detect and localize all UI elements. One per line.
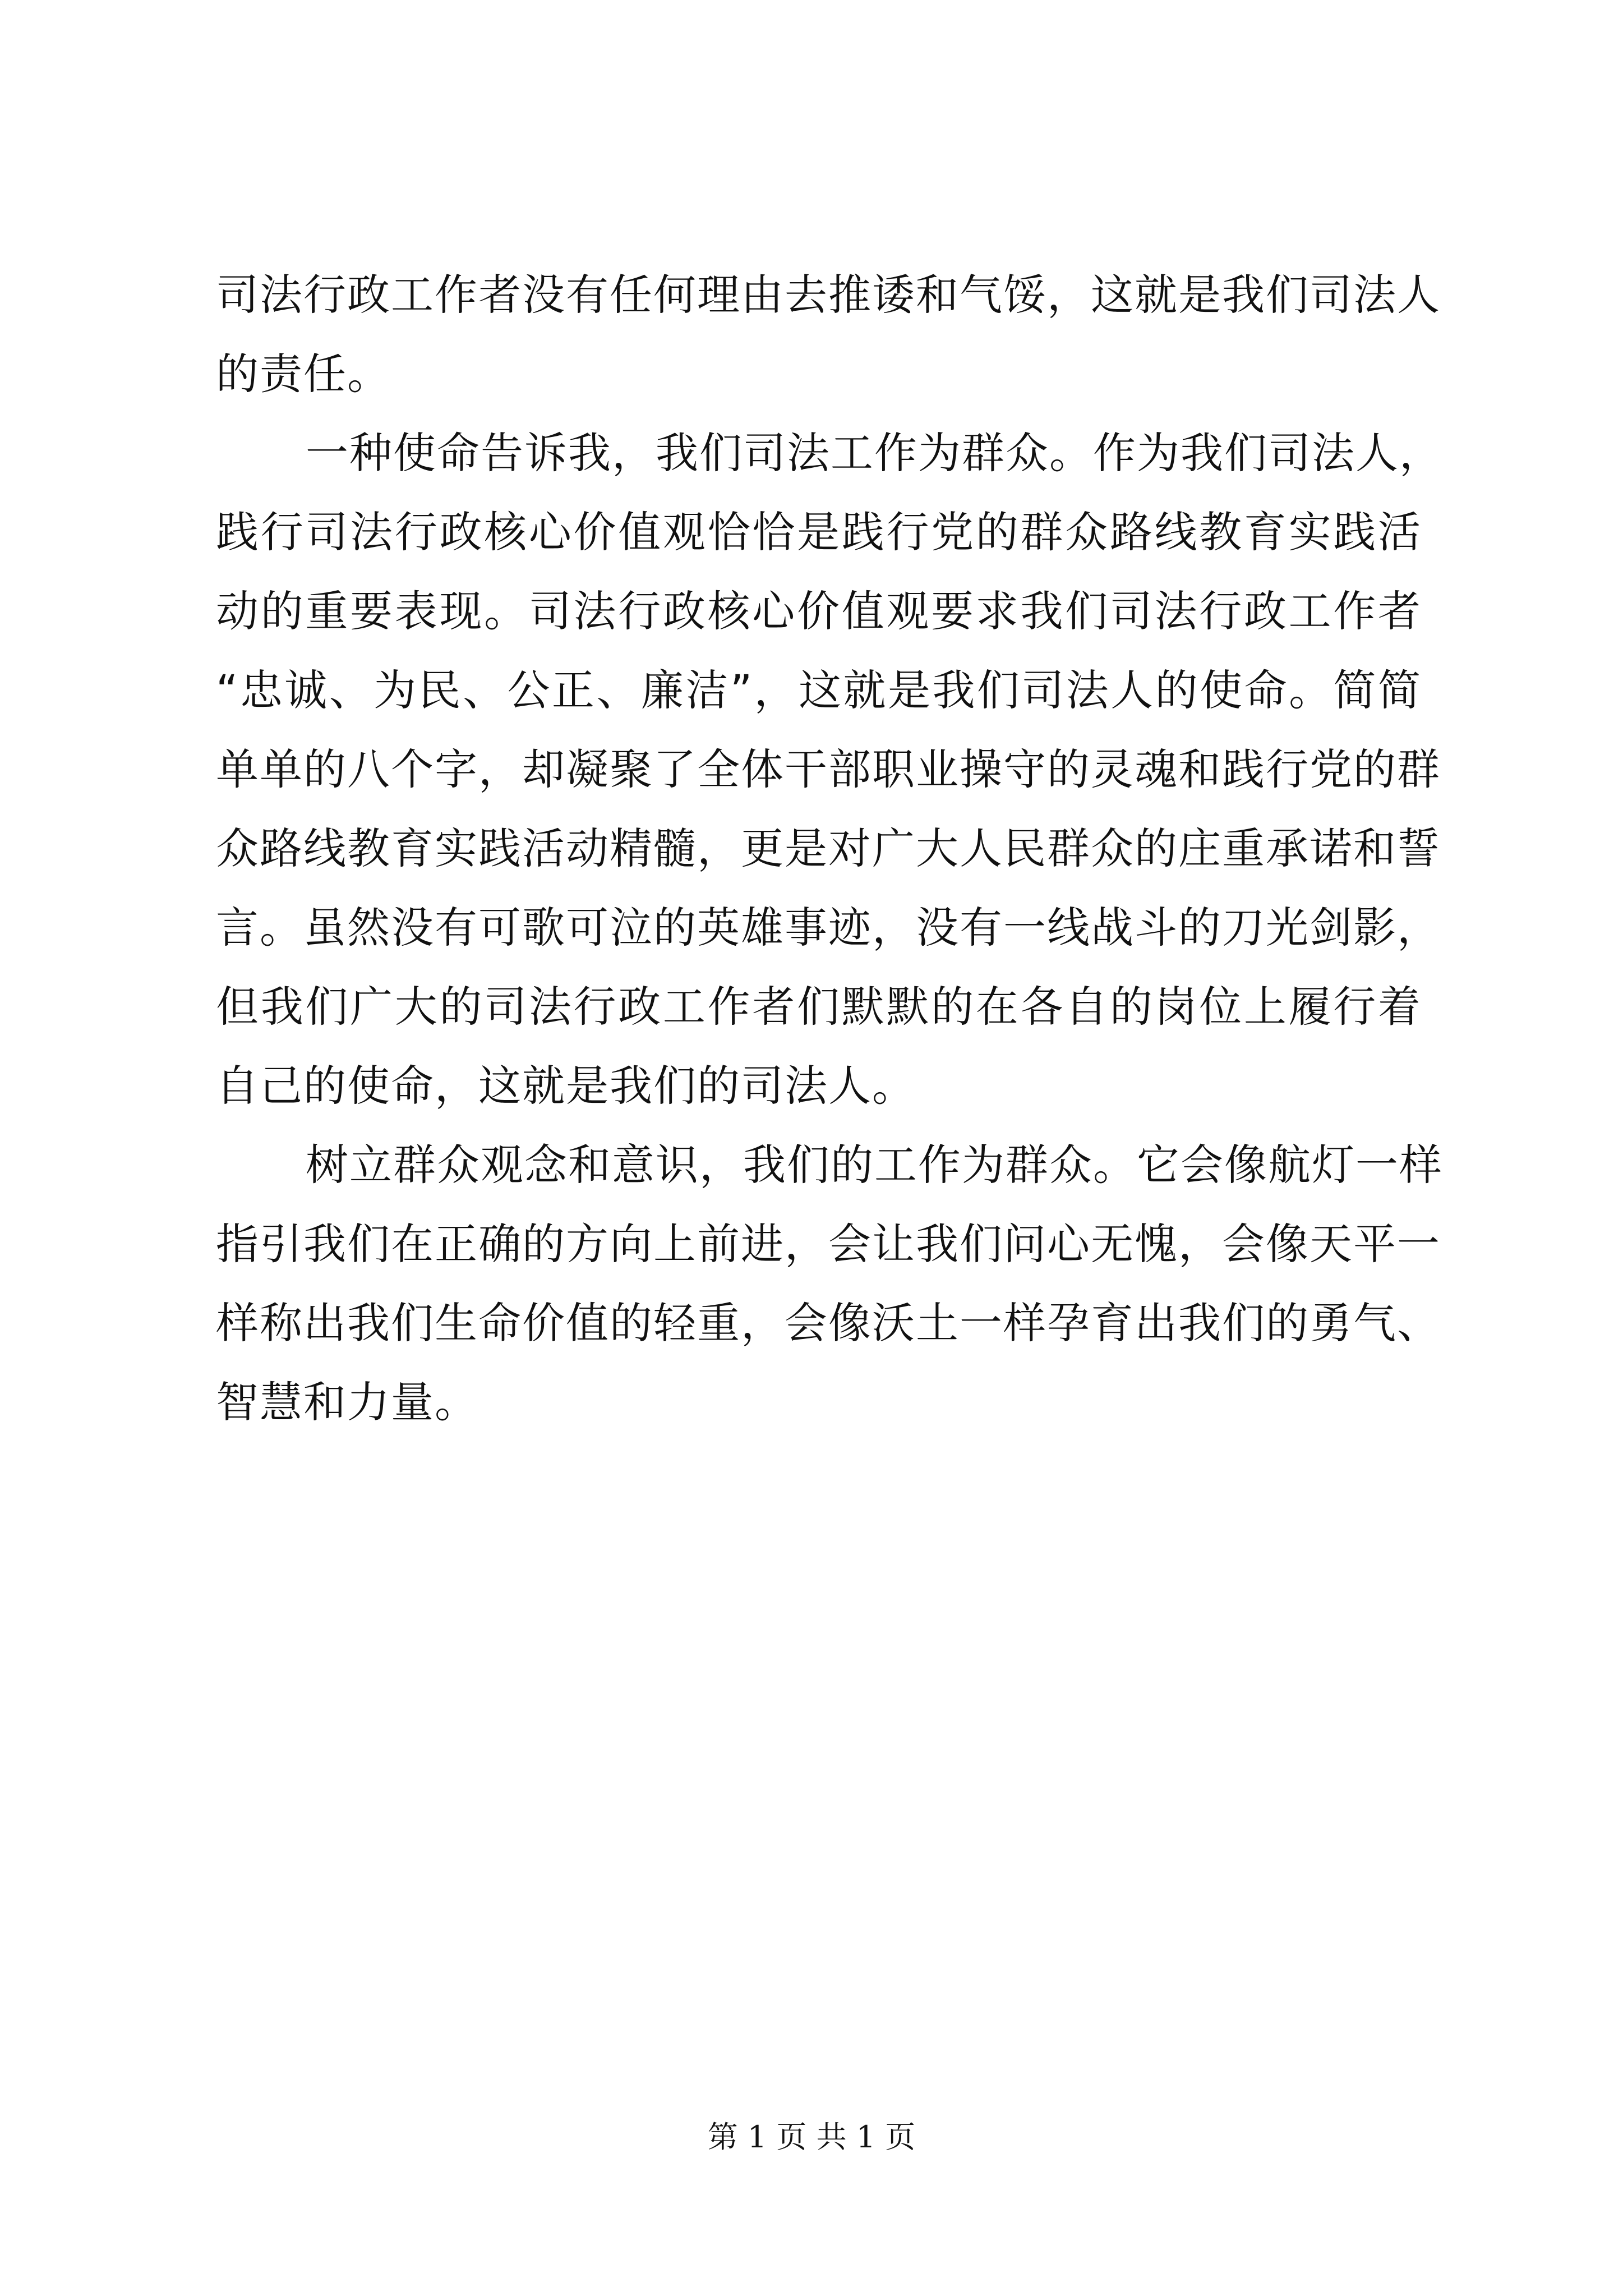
text-line: “忠诚、为民、公正、廉洁”，这就是我们司法人的使命。简简 <box>216 665 1422 715</box>
text-line: 智慧和力量。 <box>216 1377 478 1427</box>
text-line: 但我们广大的司法行政工作者们默默的在各自的岗位上履行着 <box>216 982 1422 1032</box>
paragraph-first-line: 一种使命告诉我，我们司法工作为群众。作为我们司法人， <box>306 428 1443 478</box>
page-footer <box>0 2118 1623 2157</box>
paragraph-first-line: 树立群众观念和意识，我们的工作为群众。它会像航灯一样 <box>306 1140 1443 1190</box>
text-line: 动的重要表现。司法行政核心价值观要求我们司法行政工作者 <box>216 586 1422 636</box>
text-line: 指引我们在正确的方向上前进，会让我们问心无愧，会像天平一 <box>216 1219 1441 1269</box>
text-line: 践行司法行政核心价值观恰恰是践行党的群众路线教育实践活 <box>216 507 1422 557</box>
text-line: 自己的使命，这就是我们的司法人。 <box>216 1061 916 1111</box>
text-line: 言。虽然没有可歌可泣的英雄事迹，没有一线战斗的刀光剑影， <box>216 903 1441 953</box>
document-body <box>216 255 1443 1442</box>
text-line: 的责任。 <box>216 349 391 399</box>
text-line: 众路线教育实践活动精髓，更是对广大人民群众的庄重承诺和誓 <box>216 823 1441 873</box>
text-line: 司法行政工作者没有任何理由去推诿和气馁，这就是我们司法人 <box>216 270 1441 320</box>
text-line: 样称出我们生命价值的轻重，会像沃土一样孕育出我们的勇气、 <box>216 1298 1441 1348</box>
page-number: 第 1 页 共 1 页 <box>707 2119 916 2155</box>
text-line: 单单的八个字，却凝聚了全体干部职业操守的灵魂和践行党的群 <box>216 744 1441 794</box>
